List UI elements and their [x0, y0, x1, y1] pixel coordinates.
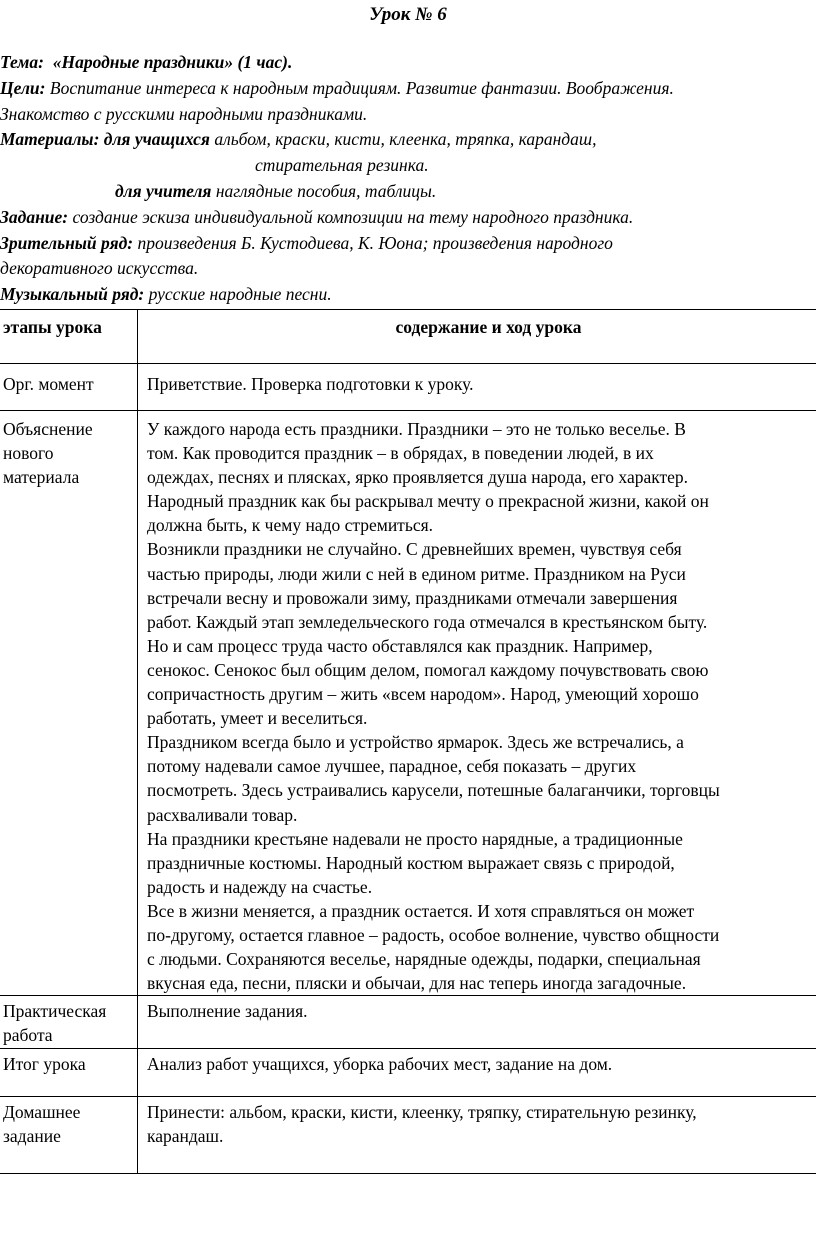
- stage-cell: [0, 996, 138, 1049]
- teacher-value: наглядные пособия, таблицы.: [215, 180, 437, 201]
- column-header-stages: этапы урока: [3, 317, 102, 337]
- content-line: Приветствие. Проверка подготовки к уроку.: [147, 374, 474, 394]
- materials-line: [0, 127, 816, 153]
- stage-line: нового: [3, 443, 54, 464]
- visual-label: Зрительный ряд:: [0, 232, 134, 253]
- stage-text: [0, 364, 137, 397]
- task-line: [0, 205, 816, 231]
- content-line: работать, умеет и веселиться.: [147, 708, 368, 729]
- visual-value: произведения Б. Кустодиева, К. Юона; произведения народного: [137, 232, 613, 253]
- content-line: работ. Каждый этап земледельческого года отмечался в крестьянском быту.: [147, 611, 708, 632]
- stage-line: Домашнее: [3, 1101, 81, 1122]
- content-cell: [138, 1096, 816, 1173]
- materials-line-2: [0, 153, 816, 179]
- stage-line: Объяснение: [3, 419, 93, 439]
- content-line: праздничные костюмы. Народный костюм выражает связь с природой,: [147, 852, 675, 873]
- content-line: встречали весну и провожали зиму, праздниками отмечали завершения: [147, 587, 678, 608]
- content-line: одеждах, песнях и плясках, ярко проявляется душа народа, его характер.: [147, 467, 689, 488]
- stage-text: [0, 411, 137, 489]
- content-line: Принести: альбом, краски, кисти, клеенку, тряпку, стирательную резинку,: [147, 1101, 697, 1122]
- content-line: Возникли праздники не случайно. С древнейших времен, чувствуя себя: [147, 539, 682, 560]
- content-line: У каждого народа есть праздники. Праздники – это не только веселье. В: [147, 419, 686, 439]
- content-line: На праздники крестьяне надевали не просто нарядные, а традиционные: [147, 828, 683, 849]
- content-line: Праздником всегда было и устройство ярмарок. Здесь же встречались, а: [147, 732, 684, 753]
- topic-line: [0, 50, 816, 76]
- content-line: Народный праздник как бы раскрывал мечту о прекрасной жизни, какой он: [147, 491, 709, 512]
- content-text: [138, 364, 816, 397]
- goals-value: Воспитание интереса к народным традициям. Развитие фантазии. Воображения.: [49, 77, 674, 98]
- column-header-content: содержание и ход урока: [395, 317, 582, 337]
- content-line: карандаш.: [147, 1125, 224, 1146]
- stage-text: [0, 996, 137, 1048]
- goals-line-2: [0, 102, 816, 128]
- content-line: том. Как проводится праздник – в обрядах, в поведении людей, в их: [147, 443, 654, 464]
- content-line: частью природы, люди жили с ней в едином ритме. Праздником на Руси: [147, 563, 686, 584]
- content-text: [138, 1049, 816, 1077]
- visual-line: [0, 231, 816, 257]
- visual-line-2: [0, 256, 816, 282]
- content-line: сенокос. Сенокос был общим делом, помогал каждому почувствовать свою: [147, 659, 709, 680]
- teacher-label: для учителя: [115, 180, 212, 201]
- materials-students: альбом, краски, кисти, клеенка, тряпка, карандаш,: [214, 129, 597, 150]
- header-cell-stages: [0, 310, 138, 364]
- content-cell: [138, 364, 816, 411]
- content-line: с людьми. Сохраняются веселье, нарядные одежды, подарки, специальная: [147, 949, 701, 970]
- stage-text: [0, 1097, 137, 1149]
- task-value: создание эскиза индивидуальной композиции на тему народного праздника.: [72, 206, 634, 227]
- table-row: [0, 364, 816, 411]
- content-line: радость и надежду на счастье.: [147, 876, 373, 897]
- content-text: [138, 996, 816, 1024]
- stage-line: задание: [3, 1125, 61, 1146]
- table-header-row: [0, 310, 816, 364]
- content-line: Анализ работ учащихся, уборка рабочих мест, задание на дом.: [147, 1053, 613, 1074]
- content-line: посмотреть. Здесь устраивались карусели, потешные балаганчики, торговцы: [147, 780, 720, 801]
- music-line: [0, 282, 816, 308]
- stage-cell: [0, 364, 138, 411]
- goals-value-2: Знакомство с русскими народными праздниками.: [0, 103, 368, 124]
- materials-students-2: стирательная резинка.: [255, 155, 429, 176]
- content-line: вкусная еда, песни, пляски и обычаи, для нас теперь иногда загадочные.: [147, 973, 687, 994]
- stage-cell: [0, 1048, 138, 1096]
- stage-line: Итог урока: [3, 1053, 86, 1074]
- header-cell-content: [138, 310, 816, 364]
- goals-label: Цели:: [0, 77, 46, 98]
- content-line: Все в жизни меняется, а праздник остается. И хотя справляться он может: [147, 900, 695, 921]
- table-row: [0, 1048, 816, 1096]
- content-line: потому надевали самое лучшее, парадное, себя показать – других: [147, 756, 637, 777]
- table-row: [0, 411, 816, 996]
- table-row: [0, 1096, 816, 1173]
- stage-line: Практическая: [3, 1001, 107, 1022]
- topic-value: «Народные праздники» (1 час).: [52, 52, 293, 72]
- topic-label: Тема:: [0, 52, 44, 72]
- visual-value-2: декоративного искусства.: [0, 258, 199, 279]
- stage-cell: [0, 1096, 138, 1173]
- content-line: Но и сам процесс труда часто обставлялся как праздник. Например,: [147, 635, 653, 656]
- materials-label: Материалы: для учащихся: [0, 129, 210, 150]
- lesson-title: Урок № 6: [369, 4, 447, 25]
- content-text: [138, 1097, 816, 1149]
- stage-line: материала: [3, 467, 80, 488]
- lesson-table: [0, 309, 816, 1174]
- content-text: [138, 411, 816, 995]
- content-cell: [138, 996, 816, 1049]
- music-label: Музыкальный ряд:: [0, 284, 145, 305]
- stage-cell: [0, 411, 138, 996]
- content-line: расхваливали товар.: [147, 804, 298, 825]
- content-line: должна быть, к чему надо стремиться.: [147, 515, 434, 536]
- content-line: по-другому, остается главное – радость, особое волнение, чувство общности: [147, 924, 720, 945]
- content-cell: [138, 411, 816, 996]
- content-cell: [138, 1048, 816, 1096]
- content-line: Выполнение задания.: [147, 1001, 308, 1022]
- table-row: [0, 996, 816, 1049]
- teacher-materials-line: [0, 179, 816, 205]
- content-line: сопричастность другим – жить «всем народом». Народ, умеющий хорошо: [147, 684, 699, 705]
- music-value: русские народные песни.: [148, 284, 332, 305]
- lesson-header: [0, 50, 816, 308]
- stage-line: Орг. момент: [3, 374, 94, 394]
- stage-text: [0, 1049, 137, 1077]
- goals-line: [0, 76, 816, 102]
- task-label: Задание:: [0, 206, 69, 227]
- stage-line: работа: [3, 1025, 53, 1046]
